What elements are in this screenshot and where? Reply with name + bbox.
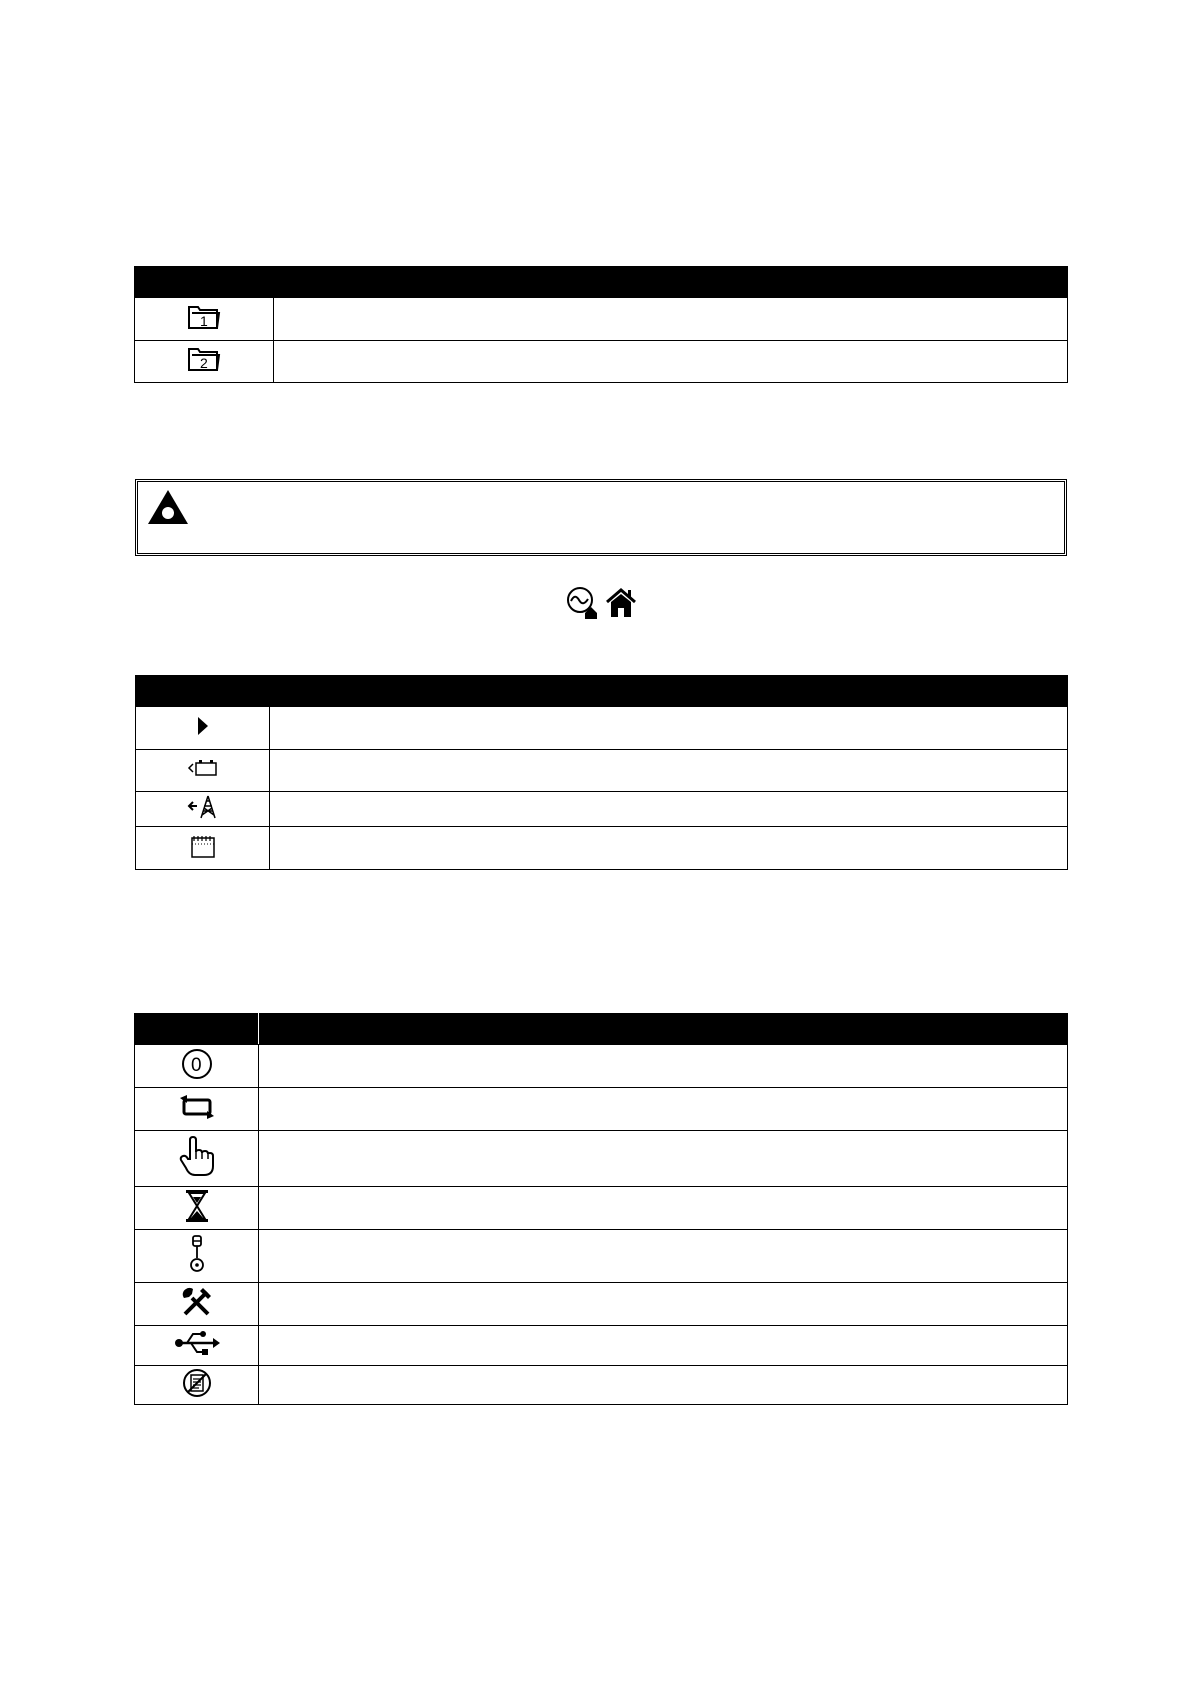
sensor-probe-icon [187, 1234, 207, 1274]
table-row [136, 707, 1068, 750]
table-row [135, 341, 1068, 383]
table-row [135, 1230, 1068, 1283]
no-log-icon [181, 1367, 213, 1399]
icon-table-3 [134, 1013, 1068, 1405]
table-header-row [136, 676, 1068, 707]
circle-zero-icon [180, 1047, 214, 1081]
table-row [136, 792, 1068, 827]
table-row [136, 827, 1068, 870]
row-description [270, 707, 1068, 750]
icon-table-1 [134, 266, 1068, 383]
table-row [135, 298, 1068, 341]
row-description [270, 792, 1068, 827]
row-description [259, 1366, 1068, 1405]
table-row [135, 1366, 1068, 1405]
table-row [135, 1131, 1068, 1187]
table-row [135, 1088, 1068, 1131]
pointing-hand-icon [179, 1135, 215, 1177]
svg-text:0: 0 [190, 1054, 202, 1076]
row-description [259, 1131, 1068, 1187]
row-description [259, 1283, 1068, 1326]
calendar-icon [189, 833, 217, 859]
table-header-row [135, 1014, 1068, 1045]
home-icon [604, 586, 638, 620]
cycle-arrows-icon [178, 1093, 216, 1121]
svg-text:1: 1 [200, 312, 208, 329]
row-description [259, 1187, 1068, 1230]
folder-1-icon [187, 303, 221, 331]
note-box [135, 479, 1067, 556]
inline-icon-group [566, 586, 638, 620]
svg-text:2: 2 [200, 355, 208, 371]
warning-triangle-icon [146, 488, 190, 526]
table-header-row [135, 267, 1068, 298]
table-row [135, 1326, 1068, 1366]
row-description [274, 341, 1068, 383]
row-description [270, 827, 1068, 870]
table-row [135, 1283, 1068, 1326]
table-row [135, 1045, 1068, 1088]
row-description [259, 1326, 1068, 1366]
row-description [259, 1045, 1068, 1088]
usb-icon [173, 1329, 221, 1357]
table-row [135, 1187, 1068, 1230]
table-row [136, 750, 1068, 792]
tower-arrow-icon [187, 794, 219, 820]
row-description [259, 1230, 1068, 1283]
play-arrow-icon [195, 715, 211, 737]
hourglass-icon [184, 1189, 210, 1223]
icon-table-2 [135, 675, 1068, 870]
battery-arrow-icon [187, 759, 219, 777]
row-description [274, 298, 1068, 341]
folder-2-icon [187, 345, 221, 373]
sine-home-icon [566, 586, 600, 620]
tools-icon [180, 1285, 214, 1319]
row-description [270, 750, 1068, 792]
row-description [259, 1088, 1068, 1131]
